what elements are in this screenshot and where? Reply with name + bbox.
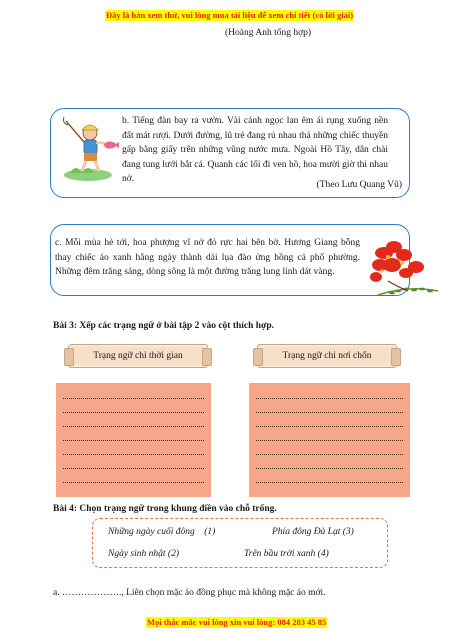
exercise-4-item-a: a. ………………., Liên chọn mặc áo đồng phục mà không mặc áo mới. — [53, 588, 326, 598]
answer-line[interactable] — [256, 425, 403, 427]
word-option-1: Những ngày cuối đông (1) — [108, 527, 216, 537]
answer-line[interactable] — [63, 467, 204, 469]
place-answer-box[interactable] — [249, 383, 410, 497]
place-adverbial-label-text: Trạng ngữ chỉ nơi chốn — [282, 351, 372, 361]
answer-line[interactable] — [63, 397, 204, 399]
flamboyant-flower-illustration — [358, 225, 446, 303]
answer-line[interactable] — [256, 439, 403, 441]
boy-fishing-illustration — [60, 113, 120, 183]
answer-line[interactable] — [63, 453, 204, 455]
passage-b-text: b. Tiếng đàn bay ra vườn. Vài cánh ngọc lan êm ái rụng xuống nền đất mát rượi. Dưới đường, lũ trẻ đang rủ nhau thả những chiếc thuyền gấp bằng giấy trên những vũng nước mưa. Ngoài Hồ Tây, dân chài đang tung lưới bắt cá. Quanh các lối đi ven hồ, hoa mười giờ thi nhau nở. — [122, 116, 388, 184]
answer-line[interactable] — [256, 411, 403, 413]
contact-notice: Mọi thắc mắc vui lòng xin vui lòng: 084 283 45 85 — [147, 617, 327, 627]
answer-line[interactable] — [63, 411, 204, 413]
compiled-by-credit: (Hoàng Anh tổng hợp) — [225, 28, 312, 38]
answer-line[interactable] — [63, 425, 204, 427]
time-answer-box[interactable] — [56, 383, 211, 497]
preview-notice: Đây là bản xem thử, vui lòng mua tài liệu để xem chi tiết (có lời giải) — [106, 10, 354, 20]
exercise-4-heading: Bài 4: Chọn trạng ngữ trong khung điền vào chỗ trống. — [53, 504, 277, 514]
answer-line[interactable] — [256, 481, 403, 483]
exercise-3-heading: Bài 3: Xếp các trạng ngữ ở bài tập 2 vào cột thích hợp. — [53, 321, 275, 331]
word-option-3: Phía đông Đà Lạt (3) — [272, 527, 354, 537]
answer-line[interactable] — [256, 467, 403, 469]
place-adverbial-label — [257, 344, 397, 368]
passage-c-text: c. Mỗi mùa hè tới, hoa phượng vĩ nở đỏ rực hai bên bờ. Hương Giang bỗng thay chiếc áo xanh hằng ngày thành dải lụa đào ửng hồng cả phố phường. Những đêm trăng sáng, dòng sông là một đường trăng lung linh dát vàng. — [55, 238, 360, 277]
word-bank-box — [92, 518, 388, 568]
answer-line[interactable] — [63, 481, 204, 483]
time-adverbial-label — [68, 344, 208, 368]
answer-line[interactable] — [63, 439, 204, 441]
word-option-4: Trên bầu trời xanh (4) — [244, 549, 329, 559]
word-option-2: Ngày sinh nhật (2) — [108, 549, 179, 559]
time-adverbial-label-text: Trạng ngữ chỉ thời gian — [93, 351, 183, 361]
answer-line[interactable] — [256, 453, 403, 455]
answer-line[interactable] — [256, 397, 403, 399]
passage-b-credit: (Theo Lưu Quang Vũ) — [316, 180, 402, 190]
